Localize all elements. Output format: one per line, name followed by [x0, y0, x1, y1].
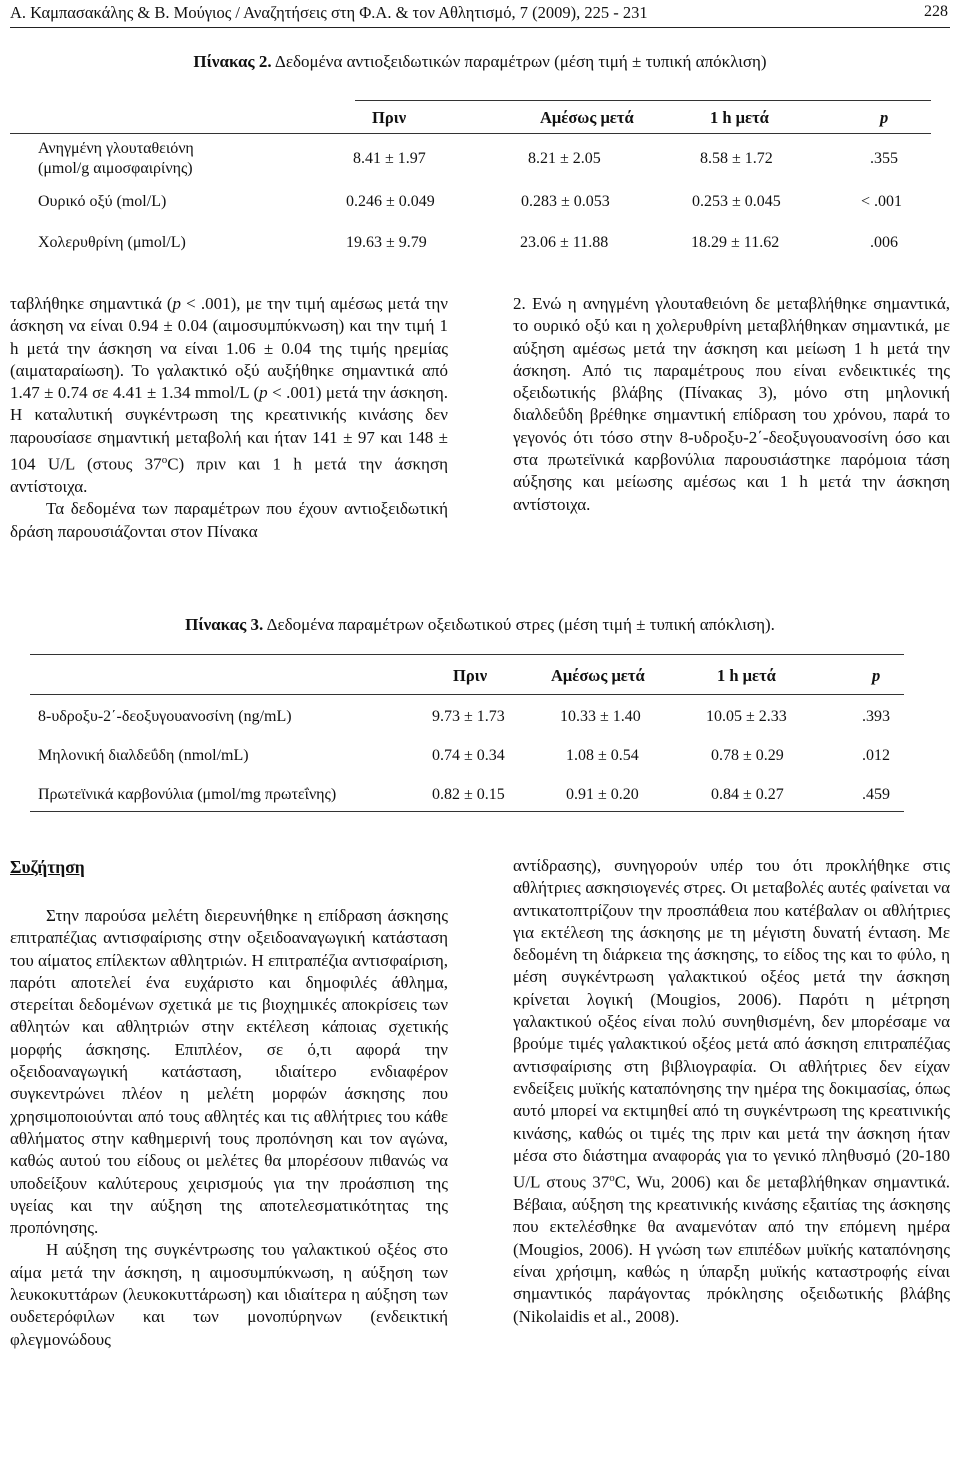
table3-header-rule: [30, 694, 904, 695]
table2-caption: [0, 51, 960, 73]
table3-caption-label: Πίνακας 3.: [185, 615, 264, 634]
discussion-paragraph-1: Στην παρούσα μελέτη διερευνήθηκε η επίδραση άσκησης επιτραπέζιας αντισφαίρισης στην οξειδοαναγωγική κατάσταση του αίματος επίλεκτων αθλητριών. Η επιτραπέζια αντισφαίριση, παρότι αποτελεί ένα ευχάριστο και δημοφιλές άθλημα, στερείται δεδομένων σχετικά με τις βιοχημικές αποκρίσεις των αθλητών και αθλητριών στην εκτέλεση κάποιας σχετικής μορφής άσκησης. Επιπλέον, σε ό,τι αφορά την οξειδοαναγωγική κατάσταση, ιδιαίτερο ενδιαφέρον συγκεντρώνει πλέον η μελέτη μορφών άσκησης που χρησιμοποιούνται από τους αθλητές και τις αθλήτριες του κάθε αθλήματος στην καθημερινή τους προπόνηση και τον αγώνα, καθώς αυτού του είδους οι μελέτες θα μπορέσουν πιθανώς να υποδείξουν καλύτερους χειρισμούς για την προάσπιση της υγείας και την αύξηση της αποτελεσματικότητας της προπόνησης.: [10, 906, 448, 1238]
table2-cell: 8.41 ± 1.97: [353, 150, 426, 167]
table2-cell: 18.29 ± 11.62: [691, 234, 780, 251]
table2-header-rule: [10, 133, 931, 134]
results-left-paragraph: ταβλήθηκε σημαντικά (p < .001), με την τιμή αμέσως μετά την άσκηση να είναι 0.94 ± 0.04 (αιμοσυμπύκνωση) και την τιμή 1 h μετά την άσκηση να είναι 1.06 ± 0.04 της τιμής ηρεμίας (αιματαραίωση). Το γαλακτικό οξύ αυξήθηκε σημαντικά από 1.47 ± 0.74 σε 4.41 ± 1.34 mmol/L (p < .001) μετά την άσκηση. Η καταλυτική συγκέντρωση της κρεατινικής κινάσης δεν παρουσίασε σημαντική μεταβολή και ήταν 141 ± 97 και 148 ± 104 U/L (στους 37$^o$C) πριν και 1 h μετά την άσκηση αντίστοιχα.: [10, 294, 448, 497]
table3-row-label: Πρωτεϊνικά καρβονύλια (μmol/mg πρωτεΐνης): [38, 786, 337, 803]
table3-cell: 0.78 ± 0.29: [711, 747, 784, 764]
table2-cell: 19.63 ± 9.79: [346, 234, 427, 251]
table2-cell: 0.283 ± 0.053: [521, 193, 610, 210]
table2-cell: 0.253 ± 0.045: [692, 193, 781, 210]
table2-caption-text: Δεδομένα αντιοξειδωτικών παραμέτρων (μέση τιμή ± τυπική απόκλιση): [274, 52, 767, 71]
table2-cell: 8.58 ± 1.72: [700, 150, 773, 167]
results-left-column: [10, 293, 448, 543]
table2-col-immediately: Αμέσως μετά: [540, 108, 634, 127]
table3-caption-text: Δεδομένα παραμέτρων οξειδωτικού στρες (μέση τιμή ± τυπική απόκλιση).: [266, 615, 775, 634]
table2-cell: 23.06 ± 11.88: [520, 234, 609, 251]
discussion-left-column: [10, 905, 448, 1351]
table3-caption: [0, 614, 960, 636]
table2-cell: .006: [870, 234, 898, 251]
table2-col-p: p: [880, 108, 889, 127]
results-right-paragraph: 2. Ενώ η ανηγμένη γλουταθειόνη δε μεταβλήθηκε σημαντικά, το ουρικό οξύ και η χολερυθρίνη μεταβλήθηκαν σημαντικά, με αύξηση αμέσως μετά την άσκηση και μείωση 1 h μετά την άσκηση. Από τις παραμέτρους που είναι ενδεικτικές της οξειδωτικής βλάβης (Πίνακας 3), μόνο στη μηλονική διαλδεΰδη βρέθηκε σημαντική επίδραση του χρόνου, παρά το γεγονός ότι τόσο στην 8-υδροξυ-2΄-δεοξυγουανοσίνη όσο και στα πρωτεϊνικά καρβονύλια παρουσιάστηκε παρόμοια τάση αύξησης και μείωσης αμέσως και 1 h μετά την άσκηση αντίστοιχα.: [513, 294, 950, 514]
discussion-paragraph-2: Η αύξηση της συγκέντρωσης του γαλακτικού οξέος στο αίμα μετά την άσκηση, η αιμοσυμπύκνωση, η αύξηση των λευκοκυττάρων (λευκοκυττάρωση) και ιδιαίτερα η αύξηση των ουδετερόφιλων και των μονοπύρηνων (ενδεικτική φλεγμονώδους: [10, 1240, 448, 1349]
results-left-paragraph-2: Τα δεδομένα των παραμέτρων που έχουν αντιοξειδωτική δράση παρουσιάζονται στον Πίνακα: [10, 499, 448, 541]
table3-col-immediately: Αμέσως μετά: [551, 666, 645, 685]
table2-top-rule: [355, 100, 931, 101]
table2-cell: .355: [870, 150, 898, 167]
table3-cell: .012: [862, 747, 890, 764]
table3-col-1h: 1 h μετά: [717, 666, 776, 685]
table3-cell: 10.05 ± 2.33: [706, 708, 787, 725]
table3-col-before: Πριν: [453, 666, 488, 685]
table2-col-1h: 1 h μετά: [710, 108, 769, 127]
table2-cell: < .001: [861, 193, 903, 210]
table3-cell: 10.33 ± 1.40: [560, 708, 641, 725]
table3-cell: 0.74 ± 0.34: [432, 747, 505, 764]
table2-cell: 8.21 ± 2.05: [528, 150, 601, 167]
table3-col-p: p: [872, 666, 881, 685]
table3-cell: 0.82 ± 0.15: [432, 786, 505, 803]
table3-cell: 1.08 ± 0.54: [566, 747, 639, 764]
table2-row-label: Ουρικό οξύ (mol/L): [38, 193, 167, 210]
table2-col-before: Πριν: [372, 108, 407, 127]
discussion-right-column: [513, 855, 950, 1328]
table2-row-label: Χολερυθρίνη (μmol/L): [38, 234, 186, 251]
discussion-right-paragraph: αντίδρασης), συνηγορούν υπέρ του ότι προκλήθηκε στις αθλήτριες ασκησιογενές στρες. Οι μεταβολές αυτές φαίνεται να αντικατοπτρίζουν την προσπάθεια που κατέβαλαν οι αθλήτριες για εκτέλεση της άσκησης με τη μέγιστη δυνατή ένταση. Με δεδομένη τη διάρκεια της άσκησης, το είδος της και το φύλο, η μέση συγκέντρωση γαλακτικού οξέος μετά την άσκηση κρίνεται λογική (Mougios, 2006). Παρότι η μέτρηση γαλακτικού οξέος είναι πολύ συνηθισμένη, δεν μπορέσαμε να βρούμε τιμές γαλακτικού οξέος μετά από άσκηση επιτραπέζιας αντισφαίρισης στη βιβλιογραφία. Οι αθλήτριες δεν είχαν ενδείξεις μυϊκής καταπόνησης την ημέρα της δοκιμασίας, όπως αυτό μπορεί να εκτιμηθεί από τη συγκέντρωση της κρεατινικής κινάσης, καθώς οι τιμές της πριν και μετά την άσκηση ήταν μέσα στο διάστημα αναφοράς για το γενικό πληθυσμό (20-180 U/L στους 37$^o$C, Wu, 2006) και δε μεταβλήθηκαν σημαντικά. Βέβαια, αύξηση της κρεατινικής κινάσης εξαιτίας της άσκησης που εκτελέσθηκε θα αναμενόταν από την επόμενη ημέρα (Mougios, 2006). Η γνώση των επιπέδων μυϊκής καταπόνησης είναι χρήσιμη, καθώς η ύπαρξη μυϊκής καταστροφής είναι σημαντικός παράγοντας πρόκλησης οξειδωτικής βλάβης (Nikolaidis et al., 2008).: [513, 856, 950, 1326]
table3-bottom-rule: [30, 811, 904, 812]
section-heading-discussion: Συζήτηση: [10, 857, 85, 877]
table3-cell: .393: [862, 708, 890, 725]
table2-row-label-line2: (μmol/g αιμοσφαιρίνης): [38, 160, 193, 177]
header-rule: [10, 27, 950, 28]
table2-row-label: Ανηγμένη γλουταθειόνη: [38, 140, 194, 157]
table3-row-label: 8-υδροξυ-2΄-δεοξυγουανοσίνη (ng/mL): [38, 708, 292, 725]
page-number: 228: [924, 3, 948, 20]
table2-caption-label: Πίνακας 2.: [193, 52, 272, 71]
table3-cell: 0.84 ± 0.27: [711, 786, 784, 803]
table3-cell: 0.91 ± 0.20: [566, 786, 639, 803]
table3-top-rule: [30, 654, 904, 655]
table3-cell: 9.73 ± 1.73: [432, 708, 505, 725]
table2-cell: 0.246 ± 0.049: [346, 193, 435, 210]
table3-row-label: Μηλονική διαλδεΰδη (nmol/mL): [38, 747, 249, 764]
running-header: Α. Καμπασακάλης & Β. Μούγιος / Αναζητήσεις στη Φ.Α. & τον Αθλητισμό, 7 (2009), 225 - 231: [10, 3, 648, 22]
table3-cell: .459: [862, 786, 890, 803]
results-right-column: [513, 293, 950, 516]
